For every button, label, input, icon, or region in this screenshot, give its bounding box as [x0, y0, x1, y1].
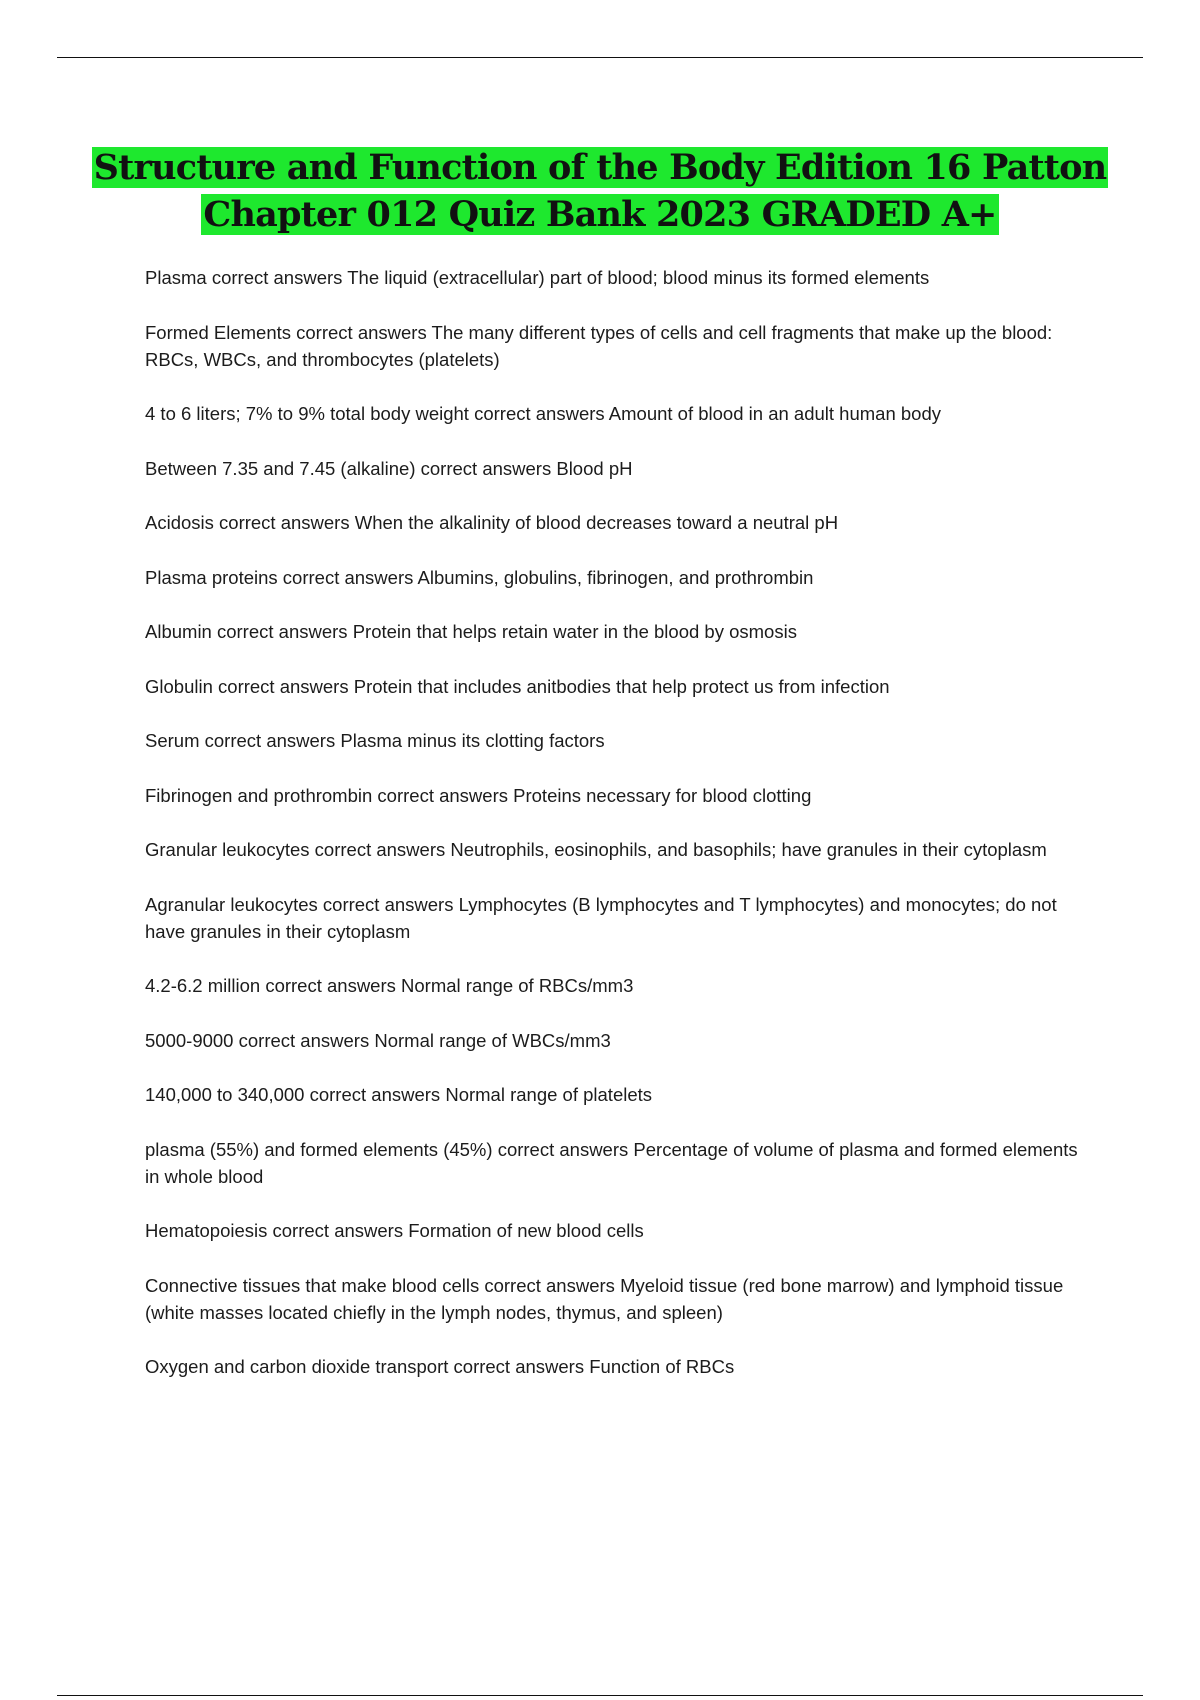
qa-entry [145, 673, 1095, 700]
entry-separator: correct answers [238, 1029, 370, 1051]
qa-entry [145, 264, 1095, 291]
entry-answer: Formation of new blood cells [408, 1220, 644, 1241]
entry-separator: correct answers [314, 839, 446, 860]
entry-answer: Lymphocytes (B lymphocytes and T lymphocytes) and monocytes; do not have granules in their cytoplasm [145, 893, 1057, 942]
top-rule [57, 57, 1143, 58]
entry-separator: correct answers [420, 457, 552, 479]
entry-separator: correct answers [219, 512, 350, 533]
entry-separator: correct answers [272, 1220, 404, 1241]
entry-term: 4.2-6.2 million [145, 975, 261, 996]
entry-term: Serum [145, 730, 200, 751]
qa-entry [145, 891, 1095, 945]
entry-term: Hematopoiesis [145, 1220, 268, 1241]
bottom-rule [57, 1695, 1143, 1696]
entry-separator: correct answers [309, 1084, 441, 1105]
entry-term: plasma (55%) and formed elements (45%) [145, 1138, 493, 1160]
entry-answer: Percentage of volume of plasma and formed elements in whole blood [145, 1138, 1078, 1187]
entry-separator: correct answers [322, 893, 454, 915]
entry-answer: Normal range of RBCs/mm3 [401, 975, 634, 996]
qa-entry [145, 1136, 1095, 1190]
entry-answer: Protein that helps retain water in the blood by osmosis [352, 621, 797, 642]
entry-answer: When the alkalinity of blood decreases toward a neutral pH [354, 512, 839, 533]
entry-term: 5000-9000 [145, 1029, 234, 1051]
title-line-2: Chapter 012 Quiz Bank 2023 GRADED A+ [203, 194, 997, 235]
entry-term: Connective tissues that make blood cells [145, 1274, 480, 1296]
qa-entry [145, 727, 1095, 754]
entry-term: Oxygen and carbon dioxide transport [145, 1356, 449, 1377]
entry-term: 140,000 to 340,000 [145, 1084, 305, 1105]
entry-separator: correct answers [497, 1138, 629, 1160]
entry-separator: correct answers [484, 1274, 615, 1296]
entry-answer: The many different types of cells and cell fragments that make up the blood: RBCs, WBCs, and thrombocytes (platelets) [145, 321, 1053, 370]
entry-answer: Blood pH [556, 457, 633, 479]
document-title [60, 144, 1140, 238]
entry-answer: Proteins necessary for blood clotting [513, 784, 812, 806]
entry-separator: correct answers [474, 403, 605, 424]
qa-entry [145, 319, 1095, 373]
entry-separator: correct answers [204, 730, 336, 751]
entry-separator: correct answers [453, 1356, 585, 1377]
entry-answer: The liquid (extracellular) part of blood; blood minus its formed elements [347, 267, 930, 288]
entry-term: Fibrinogen and prothrombin [145, 784, 373, 806]
entry-answer: Neutrophils, eosinophils, and basophils; have granules in their cytoplasm [450, 839, 1047, 860]
entry-answer: Protein that includes anitbodies that help protect us from infection [353, 675, 890, 697]
qa-entry [145, 1272, 1095, 1326]
entry-answer: Normal range of platelets [445, 1084, 653, 1105]
entry-separator: correct answers [377, 784, 508, 806]
entry-term: Formed Elements [145, 321, 291, 343]
entry-answer: Function of RBCs [589, 1356, 735, 1377]
title-line-1: Structure and Function of the Body Edition 16 Patton [93, 147, 1107, 188]
entry-term: Granular leukocytes [145, 839, 310, 860]
entry-separator: correct answers [216, 621, 348, 642]
qa-entry [145, 1081, 1095, 1108]
qa-entry [145, 836, 1095, 863]
entry-answer: Myeloid tissue (red bone marrow) and lymphoid tissue (white masses located chiefly in the lymph nodes, thymus, and spleen) [145, 1274, 1064, 1323]
qa-entry [145, 618, 1095, 645]
qa-entry [145, 1353, 1095, 1380]
entry-term: Albumin [145, 621, 212, 642]
qa-list [145, 264, 1095, 1408]
entry-term: Between 7.35 and 7.45 (alkaline) [145, 457, 416, 479]
entry-separator: correct answers [218, 675, 349, 697]
entry-term: Acidosis [145, 512, 214, 533]
entry-term: Plasma proteins [145, 566, 278, 588]
entry-separator: correct answers [296, 321, 427, 343]
entry-term: Agranular leukocytes [145, 893, 318, 915]
entry-separator: correct answers [265, 975, 396, 996]
entry-separator: correct answers [282, 566, 414, 588]
entry-term: Globulin [145, 675, 213, 697]
qa-entry [145, 1027, 1095, 1054]
qa-entry [145, 400, 1095, 427]
qa-entry [145, 1217, 1095, 1244]
entry-answer: Albumins, globulins, fibrinogen, and prothrombin [417, 566, 814, 588]
entry-term: 4 to 6 liters; 7% to 9% total body weight [145, 403, 469, 424]
entry-answer: Normal range of WBCs/mm3 [374, 1029, 611, 1051]
qa-entry [145, 564, 1095, 591]
qa-entry [145, 782, 1095, 809]
entry-answer: Plasma minus its clotting factors [340, 730, 605, 751]
entry-answer: Amount of blood in an adult human body [608, 403, 941, 424]
qa-entry [145, 972, 1095, 999]
entry-term: Plasma [145, 267, 207, 288]
entry-separator: correct answers [211, 267, 343, 288]
qa-entry [145, 455, 1095, 482]
qa-entry [145, 509, 1095, 536]
